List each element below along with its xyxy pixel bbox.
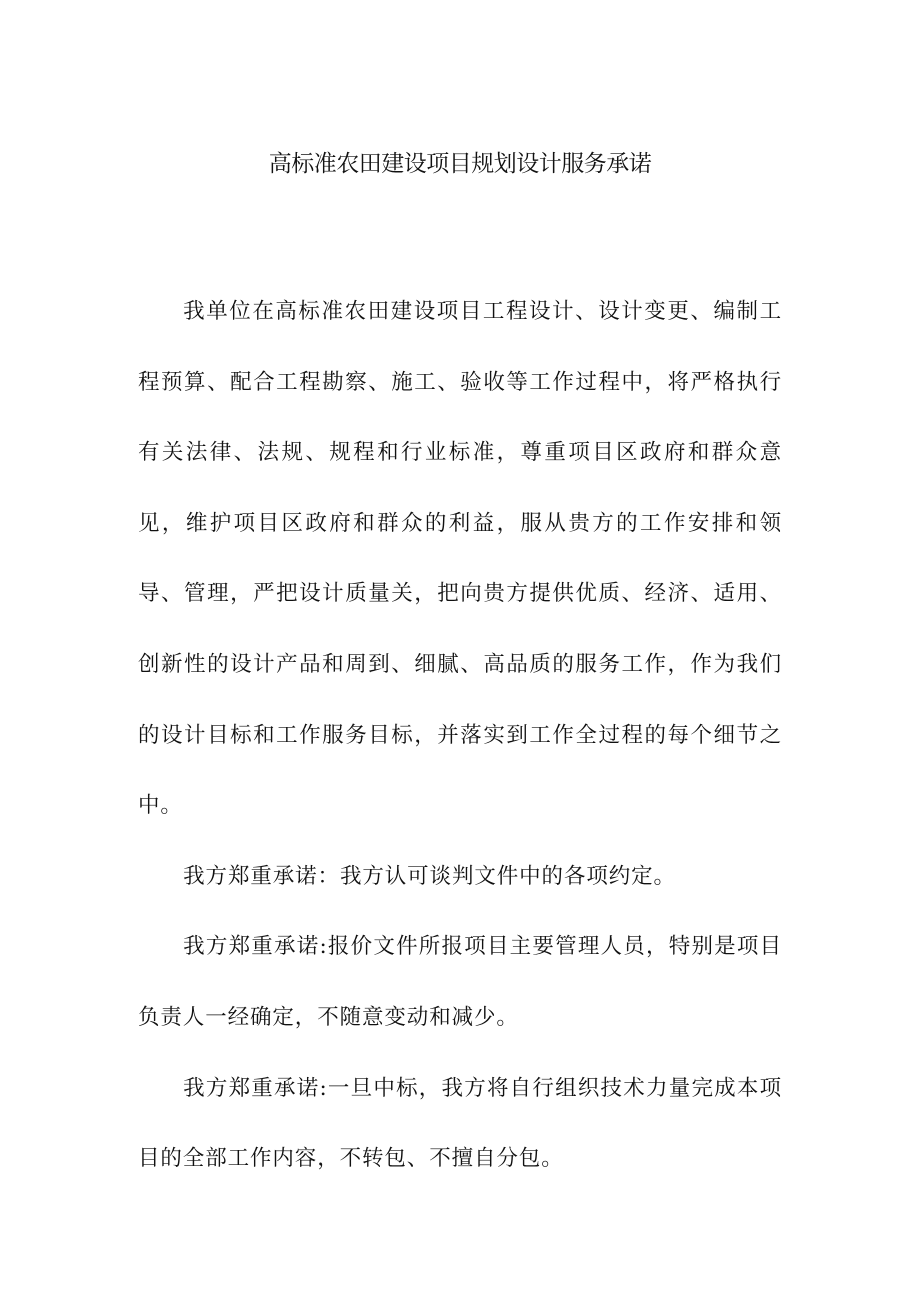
paragraph-commitment-terms: 我方郑重承诺：我方认可谈判文件中的各项约定。 <box>183 863 676 889</box>
paragraph-commitment-personnel: 我方郑重承诺:报价文件所报项目主要管理人员，特别是项目负责人一经确定，不随意变动和减少。 <box>138 934 782 1030</box>
paragraph-commitment-no-subcontract: 我方郑重承诺:一旦中标，我方将自行组织技术力量完成本项目的全部工作内容，不转包、不擅自分包。 <box>138 1075 782 1172</box>
document-body <box>138 277 782 1195</box>
page-title: 高标准农田建设项目规划设计服务承诺 <box>268 151 652 177</box>
paragraph-service-commitment: 我单位在高标准农田建设项目工程设计、设计变更、编制工程预算、配合工程勘察、施工、验收等工作过程中，将严格执行有关法律、法规、规程和行业标准，尊重项目区政府和群众意见，维护项目区政府和群众的利益，服从贵方的工作安排和领导、管理，严把设计质量关，把向贵方提供优质、经济、适用、创新性的设计产品和周到、细腻、高品质的服务工作，作为我们的设计目标和工作服务目标，并落实到工作全过程的每个细节之中。 <box>138 299 782 819</box>
